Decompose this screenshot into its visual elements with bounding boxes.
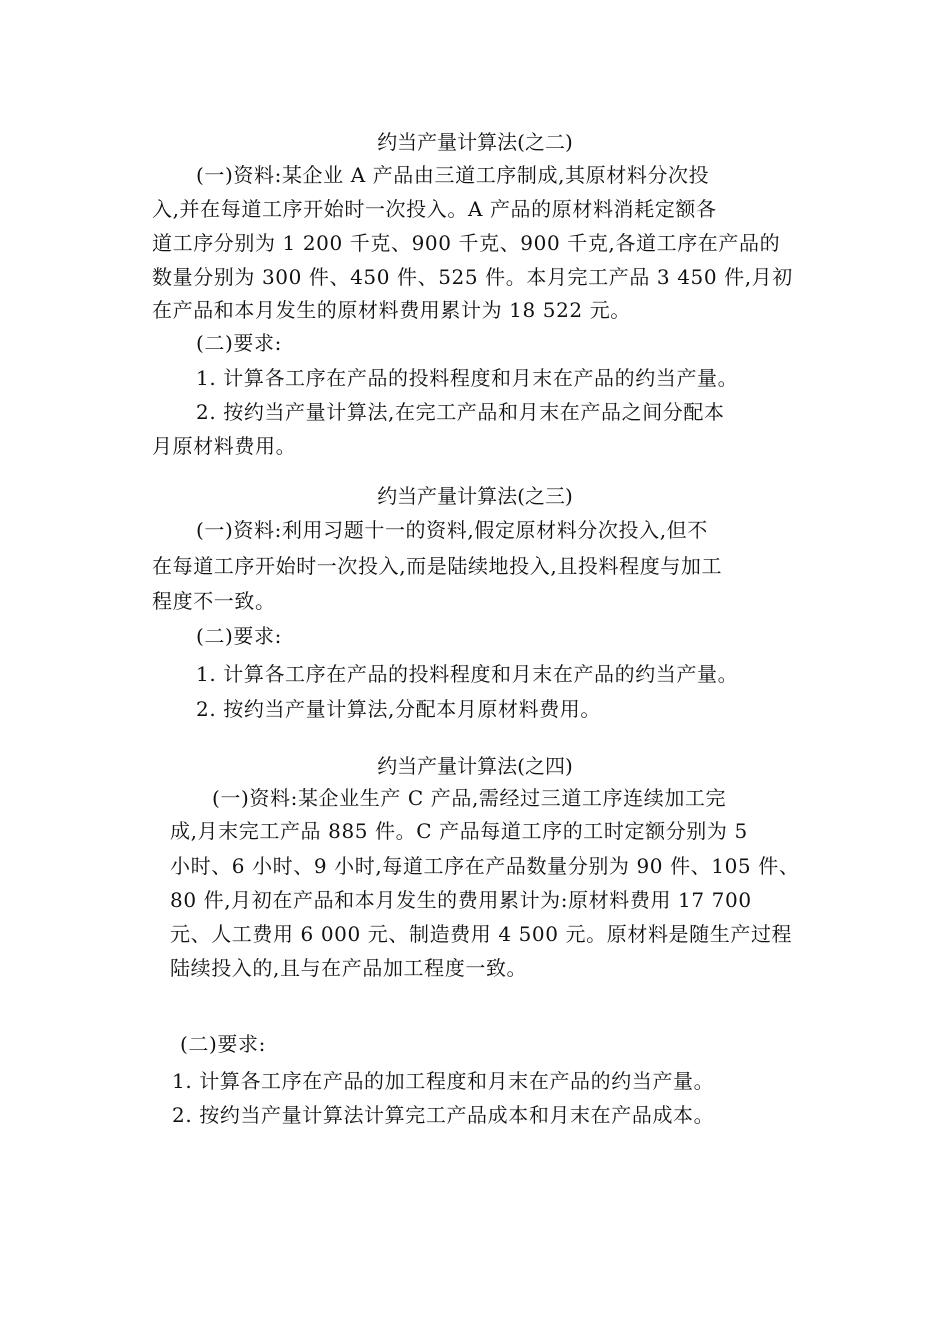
section-1-line-3: 道工序分别为 1 200 千克、900 千克、900 千克,各道工序在产品的 — [152, 231, 781, 255]
section-2-line-4: (二)要求: — [196, 624, 282, 648]
section-1-line-6: (二)要求: — [196, 331, 282, 355]
section-1-line-8: 2. 按约当产量计算法,在完工产品和月末在产品之间分配本 — [196, 400, 725, 424]
section-1-line-4: 数量分别为 300 件、450 件、525 件。本月完工产品 3 450 件,月初 — [152, 265, 793, 289]
section-2-line-2: 在每道工序开始时一次投入,而是陆续地投入,且投料程度与加工 — [152, 554, 723, 578]
section-2-line-3: 程度不一致。 — [152, 589, 276, 613]
section-3-line-1: (一)资料:某企业生产 C 产品,需经过三道工序连续加工完 — [212, 786, 727, 810]
section-2-line-6: 2. 按约当产量计算法,分配本月原材料费用。 — [196, 697, 601, 721]
section-2-line-1: (一)资料:利用习题十一的资料,假定原材料分次投入,但不 — [196, 518, 708, 542]
section-1-line-1: (一)资料:某企业 A 产品由三道工序制成,其原材料分次投 — [196, 163, 710, 187]
section-3-line-7: (二)要求: — [180, 1032, 266, 1056]
section-3-line-9: 2. 按约当产量计算法计算完工产品成本和月末在产品成本。 — [172, 1103, 715, 1127]
section-3-line-6: 陆续投入的,且与在产品加工程度一致。 — [170, 956, 528, 980]
section-3-line-2: 成,月末完工产品 885 件。C 产品每道工序的工时定额分别为 5 — [170, 819, 748, 843]
section-2-title: 约当产量计算法(之三) — [377, 484, 573, 508]
section-3-line-3: 小时、6 小时、9 小时,每道工序在产品数量分别为 90 件、105 件、 — [170, 854, 800, 878]
section-1-line-5: 在产品和本月发生的原材料费用累计为 18 522 元。 — [152, 298, 631, 322]
section-1-title: 约当产量计算法(之二) — [377, 130, 573, 154]
section-1-line-2: 入,并在每道工序开始时一次投入。A 产品的原材料消耗定额各 — [152, 197, 717, 221]
section-2-line-5: 1. 计算各工序在产品的投料程度和月末在产品的约当产量。 — [196, 662, 739, 686]
section-3-line-5: 元、人工费用 6 000 元、制造费用 4 500 元。原材料是随生产过程 — [170, 922, 793, 946]
section-1-line-7: 1. 计算各工序在产品的投料程度和月末在产品的约当产量。 — [196, 366, 739, 390]
section-3-line-4: 80 件,月初在产品和本月发生的费用累计为:原材料费用 17 700 — [170, 888, 752, 912]
section-3-title: 约当产量计算法(之四) — [377, 754, 573, 778]
section-3-line-8: 1. 计算各工序在产品的加工程度和月末在产品的约当产量。 — [172, 1069, 715, 1093]
section-1-line-9: 月原材料费用。 — [152, 434, 297, 458]
